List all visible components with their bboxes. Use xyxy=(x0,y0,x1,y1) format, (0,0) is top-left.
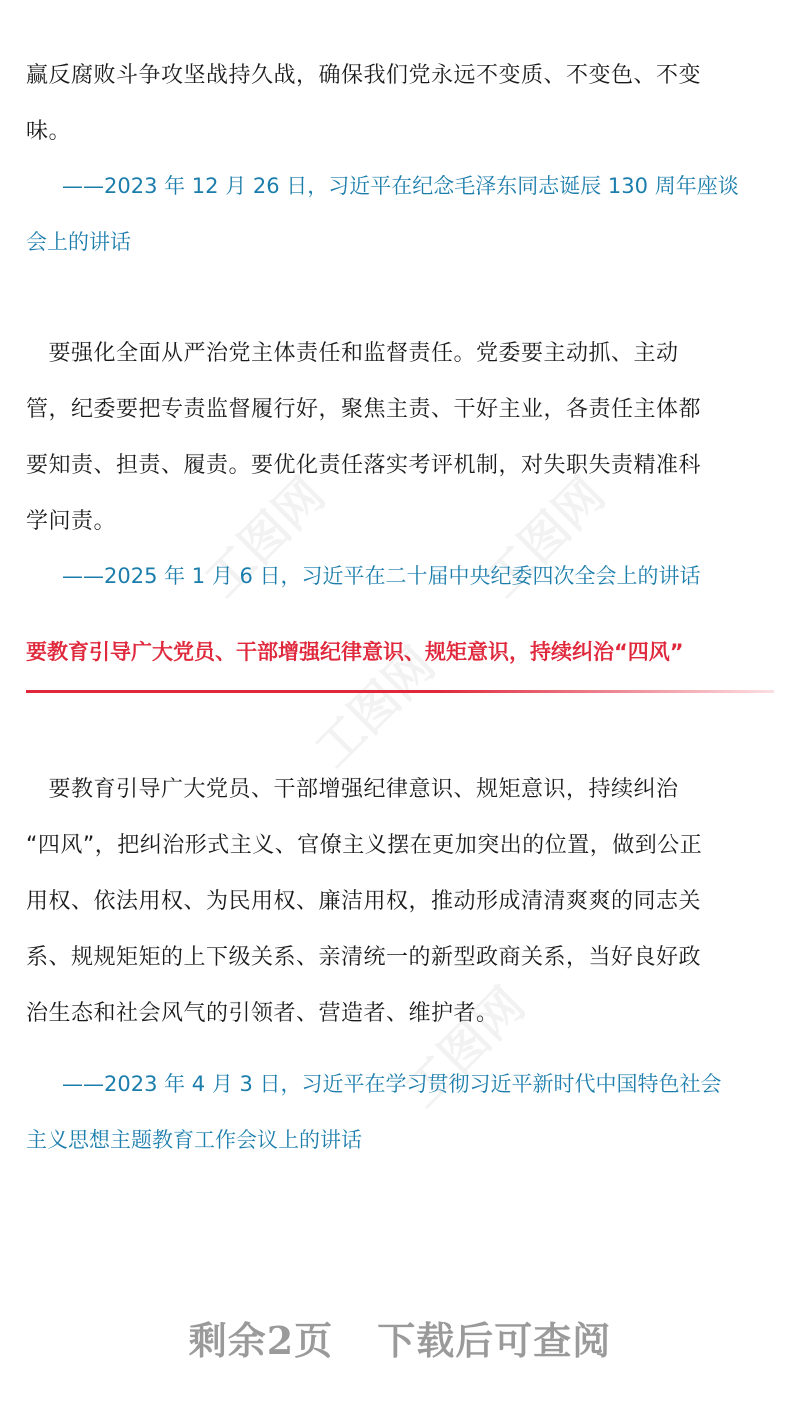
heading-divider xyxy=(26,690,774,693)
text-line: 系、规规矩矩的上下级关系、亲清统一的新型政商关系，当好良好政 xyxy=(26,945,702,970)
text-line: 学问责。 xyxy=(26,509,117,534)
watermark: 工图网 xyxy=(394,976,536,1119)
quote-paragraph-2 xyxy=(26,326,774,550)
text-line: 要知责、担责、履责。要优化责任落实考评机制，对失职失责精准科 xyxy=(26,453,702,478)
text-line: “四风”，把纠治形式主义、官僚主义摆在更加突出的位置，做到公正 xyxy=(26,833,703,858)
download-prompt[interactable] xyxy=(0,1310,800,1365)
text-line: ——2023 年 4 月 3 日，习近平在学习贯彻习近平新时代中国特色社会 xyxy=(62,1072,722,1096)
quote-source-3 xyxy=(26,1056,800,1168)
quote-paragraph-3 xyxy=(26,762,774,1042)
remaining-pages-label: 剩余2页 xyxy=(188,1318,334,1363)
quote-paragraph-1 xyxy=(26,48,774,160)
quote-source-2 xyxy=(62,548,800,604)
text-line: ——2023 年 12 月 26 日，习近平在纪念毛泽东同志诞辰 130 周年座谈 xyxy=(62,174,739,198)
text-line: 主义思想主题教育工作会议上的讲话 xyxy=(26,1128,362,1152)
text-line: 要强化全面从严治党主体责任和监督责任。党委要主动抓、主动 xyxy=(26,341,679,366)
text-line: 会上的讲话 xyxy=(26,230,131,254)
text-line: 赢反腐败斗争攻坚战持久战，确保我们党永远不变质、不变色、不变 xyxy=(26,63,702,88)
section-heading: 要教育引导广大党员、干部增强纪律意识、规矩意识，持续纠治“四风” xyxy=(26,640,684,664)
download-to-view-label: 下载后可查阅 xyxy=(377,1318,612,1363)
text-line: 管，纪委要把专责监督履行好，聚焦主责、干好主业，各责任主体都 xyxy=(26,397,702,422)
text-line: 治生态和社会风气的引领者、营造者、维护者。 xyxy=(26,1001,499,1026)
quote-source-1 xyxy=(26,158,800,270)
text-line: 味。 xyxy=(26,119,72,144)
text-line: 要教育引导广大党员、干部增强纪律意识、规矩意识，持续纠治 xyxy=(26,777,679,802)
watermark: 工图网 xyxy=(304,636,446,779)
text-line: ——2025 年 1 月 6 日，习近平在二十届中央纪委四次全会上的讲话 xyxy=(62,564,701,588)
watermark: 工图网 xyxy=(474,466,616,609)
text-line: 用权、依法用权、为民用权、廉洁用权，推动形成清清爽爽的同志关 xyxy=(26,889,702,914)
watermark: 工图网 xyxy=(194,466,336,609)
